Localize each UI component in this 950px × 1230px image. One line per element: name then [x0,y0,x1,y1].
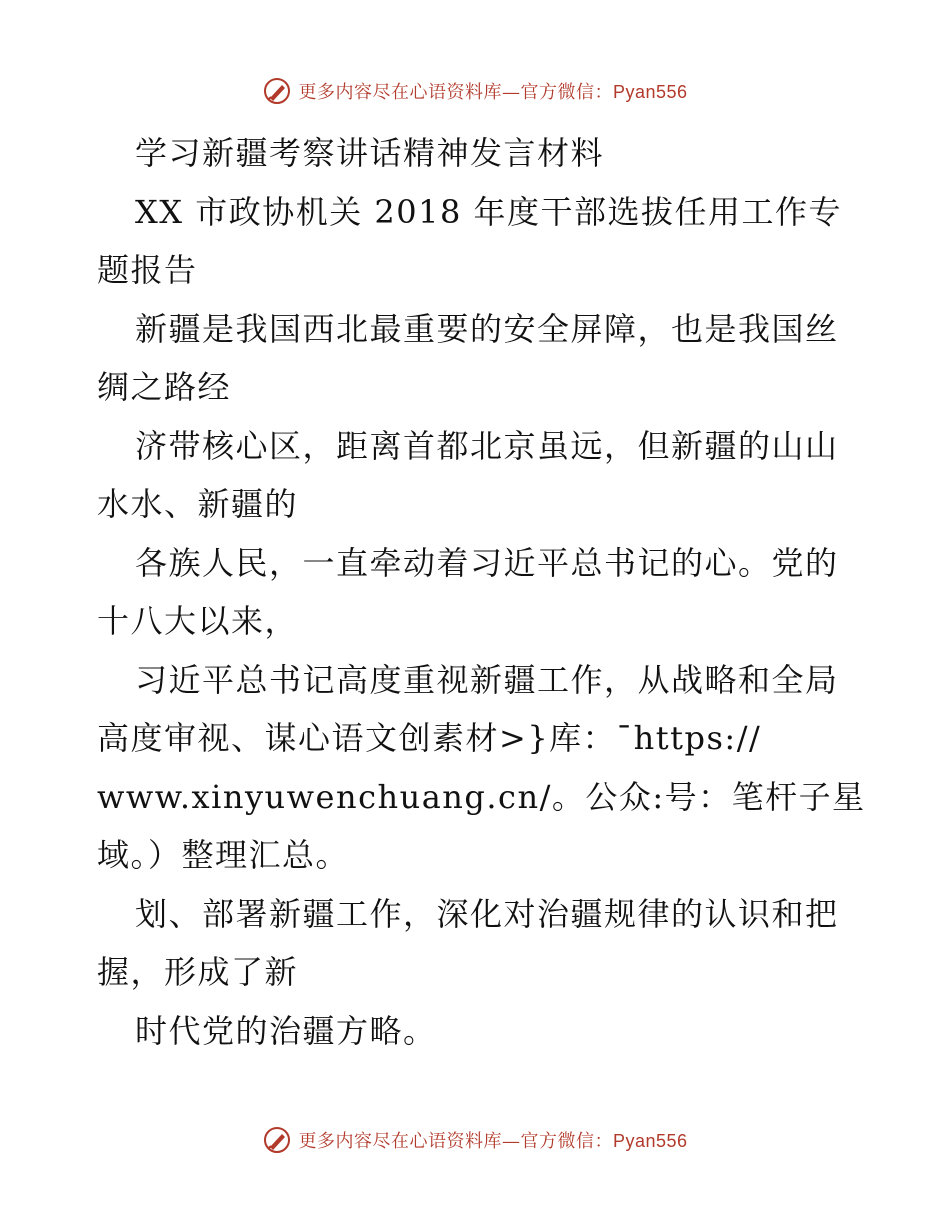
paragraph-line: 高度审视、谋心语文创素材>}库：¯https:// [97,719,762,757]
watermark-banner-top [0,71,950,111]
paragraph-line: 握，形成了新 [97,953,299,991]
document-subtitle-line: XX 市政协机关 2018 年度干部选拔任用工作专 [135,192,843,231]
watermark-wechat-id: Pyan556 [612,82,688,102]
watermark-slogan: 更多内容尽在心语资料库—官方微信： [298,82,613,103]
document-title: 学习新疆考察讲话精神发言材料 [135,134,605,172]
paragraph-line: www.xinyuwenchuang.cn/。公众:号：笔杆子星 [97,777,866,816]
document-body [97,124,866,1060]
watermark-banner-bottom [0,1120,950,1160]
paragraph-line: 水水、新疆的 [97,485,299,523]
watermark-wechat-id: Pyan556 [612,1131,688,1151]
watermark-slogan: 更多内容尽在心语资料库—官方微信： [298,1131,613,1152]
pen-logo-icon [262,1125,292,1155]
pen-logo-icon [262,76,292,106]
watermark-text [298,1127,687,1153]
watermark-text [298,78,687,104]
paragraph-line: 划、部署新疆工作，深化对治疆规律的认识和把 [135,894,839,933]
document-subtitle-line: 题报告 [97,251,198,289]
paragraph-line: 各族人民，一直牵动着习近平总书记的心。党的 [135,543,839,582]
paragraph-line: 习近平总书记高度重视新疆工作，从战略和全局 [135,660,839,699]
paragraph-line: 绸之路经 [97,368,232,406]
paragraph-line: 济带核心区，距离首都北京虽远，但新疆的山山 [135,426,839,465]
paragraph-line: 新疆是我国西北最重要的安全屏障，也是我国丝 [135,309,839,348]
paragraph-line: 域。）整理汇总。 [97,836,350,874]
paragraph-line: 时代党的治疆方略。 [135,1011,437,1050]
paragraph-line: 十八大以来， [97,602,299,640]
